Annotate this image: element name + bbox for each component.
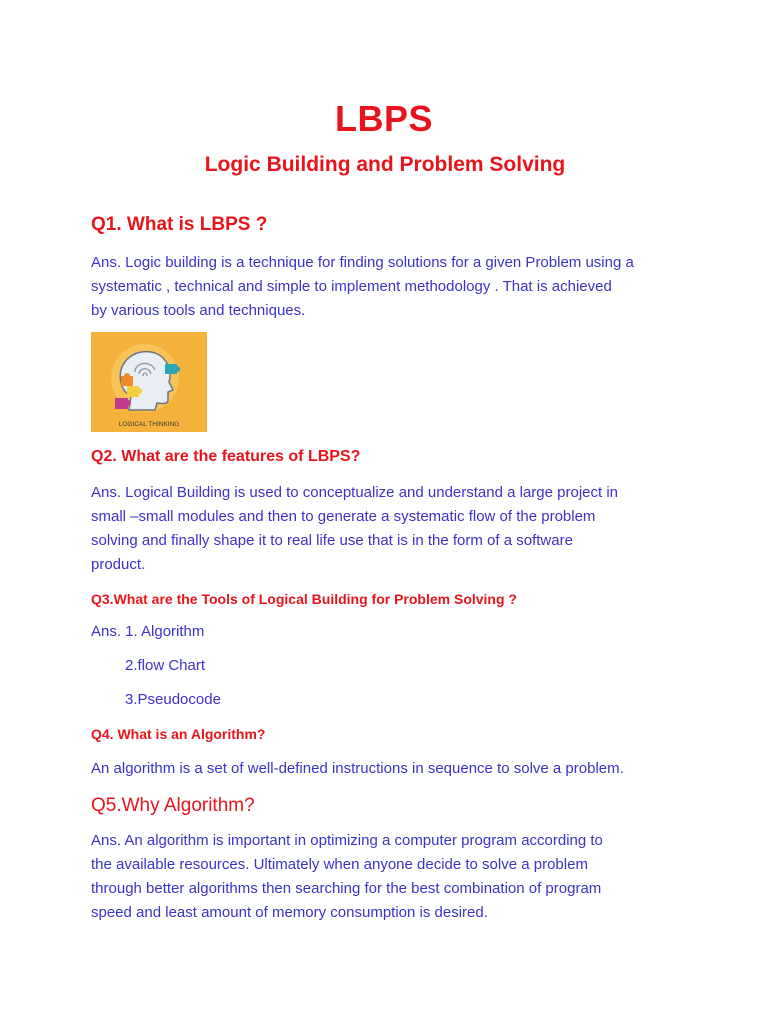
page-subtitle: Logic Building and Problem Solving bbox=[204, 153, 566, 176]
answer-5-line: through better algorithms then searching for the best combination of program bbox=[91, 880, 602, 897]
tool-item: 2.flow Chart bbox=[125, 657, 206, 674]
answer-2-line: product. bbox=[91, 556, 146, 573]
logical-thinking-illustration bbox=[91, 332, 207, 432]
tool-item: Ans. 1. Algorithm bbox=[91, 623, 205, 640]
question-1: Q1. What is LBPS ? bbox=[91, 214, 268, 235]
tool-item: 3.Pseudocode bbox=[125, 691, 221, 708]
answer-2-line: Ans. Logical Building is used to conceptualize and understand a large project in bbox=[91, 484, 619, 501]
answer-5-line: the available resources. Ultimately when anyone decide to solve a problem bbox=[91, 856, 588, 873]
question-3: Q3.What are the Tools of Logical Building for Problem Solving ? bbox=[91, 591, 517, 607]
answer-1-line: systematic , technical and simple to implement methodology . That is achieved bbox=[91, 278, 612, 295]
answer-2 bbox=[91, 481, 691, 577]
answer-2-line: solving and finally shape it to real life use that is in the form of a software bbox=[91, 532, 573, 549]
answer-5-line: speed and least amount of memory consumption is desired. bbox=[91, 904, 488, 921]
question-2: Q2. What are the features of LBPS? bbox=[91, 448, 361, 465]
illustration-caption: LOGICAL THINKING bbox=[118, 421, 180, 428]
answer-5-line: Ans. An algorithm is important in optimizing a computer program according to bbox=[91, 832, 603, 849]
page-title: LBPS bbox=[334, 98, 433, 139]
answer-1 bbox=[91, 251, 691, 323]
answer-4-line: An algorithm is a set of well-defined instructions in sequence to solve a problem. bbox=[91, 760, 624, 777]
question-4: Q4. What is an Algorithm? bbox=[91, 726, 266, 742]
head-puzzle-icon bbox=[91, 332, 207, 432]
answer-1-line: Ans. Logic building is a technique for finding solutions for a given Problem using a bbox=[91, 254, 634, 271]
answer-2-line: small –small modules and then to generate a systematic flow of the problem bbox=[91, 508, 596, 525]
answer-4 bbox=[91, 757, 691, 781]
answer-5 bbox=[91, 829, 691, 925]
answer-1-line: by various tools and techniques. bbox=[91, 302, 306, 319]
question-5: Q5.Why Algorithm? bbox=[91, 795, 255, 816]
